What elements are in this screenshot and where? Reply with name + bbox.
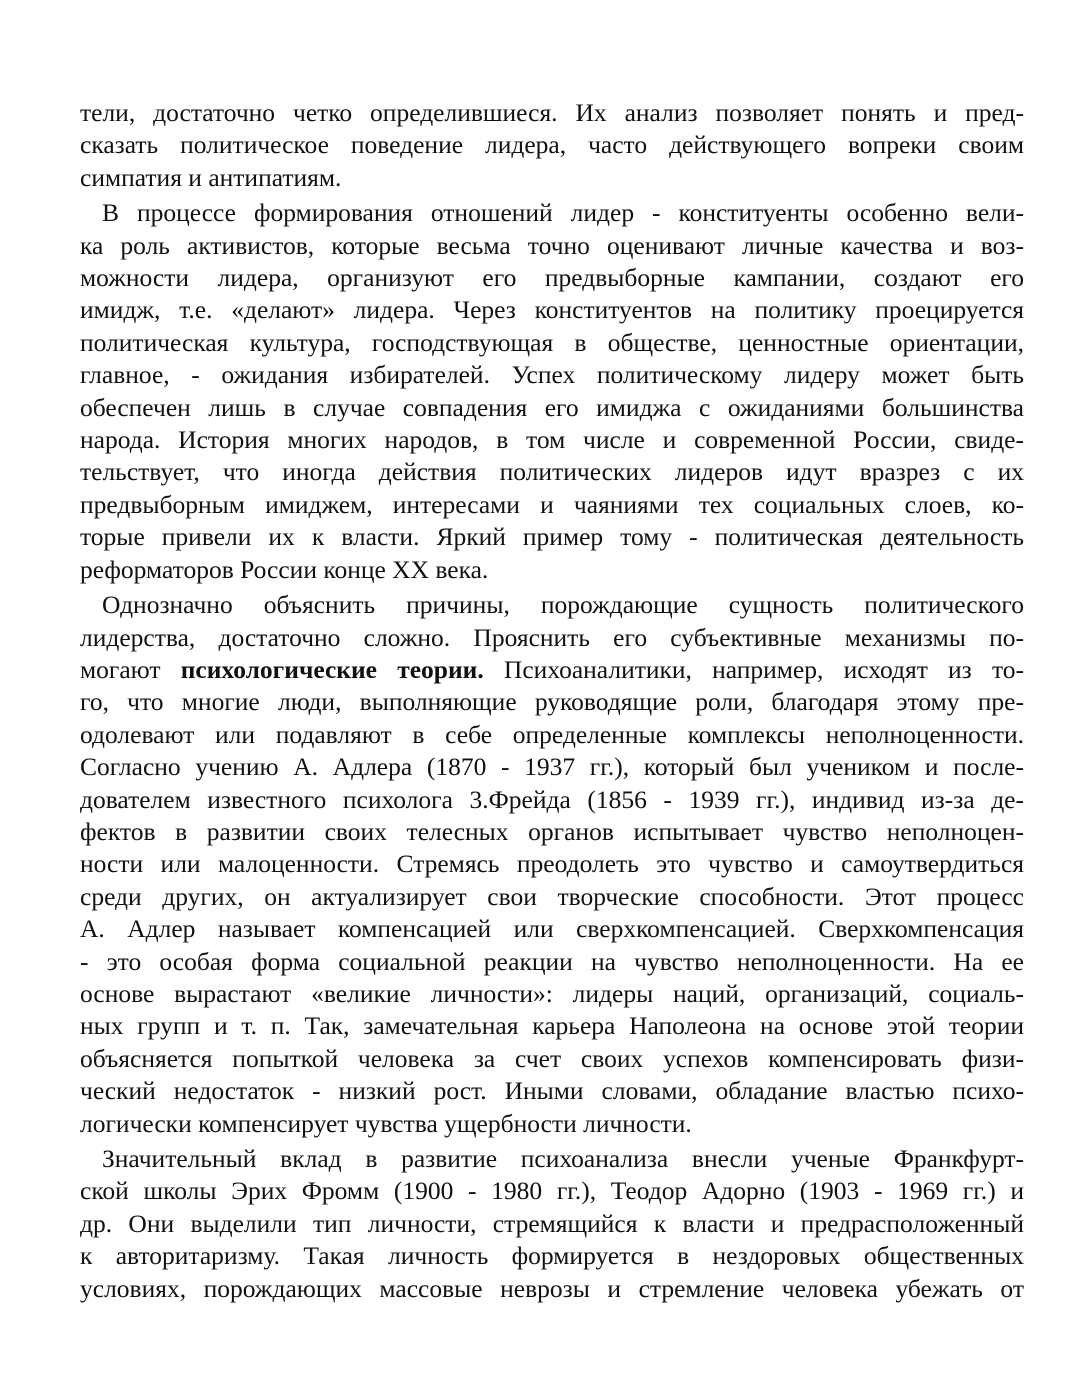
text-line: Однозначно объяснить причины, порождающие сущность политического xyxy=(102,590,1024,620)
text-line: к авторитаризму. Такая личность формируется в нездоровых общественных xyxy=(80,1241,1024,1271)
text-line: логически компенсирует чувства ущербности личности. xyxy=(80,1108,692,1138)
text-line: имидж, т.е. «делают» лидера. Через конституентов на политику проецируется xyxy=(80,295,1024,325)
text-line: могают психологические теории. Психоаналитики, например, исходят из то- xyxy=(80,654,1025,684)
paragraph-4 xyxy=(80,1143,1024,1305)
text-line: среди других, он актуализирует свои творческие способности. Этот процесс xyxy=(80,881,1024,911)
text-line: В процессе формирования отношений лидер - конституенты особенно вели- xyxy=(102,198,1024,228)
text-line: обеспечен лишь в случае совпадения его имиджа с ожиданиями большинства xyxy=(80,392,1024,422)
text-line: А. Адлер называет компенсацией или сверхкомпенсацией. Сверхкомпенсация xyxy=(80,914,1024,944)
text-line: ской школы Эрих Фромм (1900 - 1980 гг.), Теодор Адорно (1903 - 1969 гг.) и xyxy=(80,1176,1024,1206)
paragraph-2 xyxy=(80,197,1024,586)
text-line: лидерства, достаточно сложно. Прояснить его субъективные механизмы по- xyxy=(80,622,1024,652)
text-line: сказать политическое поведение лидера, часто действующего вопреки своим xyxy=(80,130,1024,160)
paragraph-1 xyxy=(80,97,1024,194)
text-line: го, что многие люди, выполняющие руководящие роли, благодаря этому пре- xyxy=(80,687,1024,717)
text-line: ности или малоценности. Стремясь преодолеть это чувство и самоутвердиться xyxy=(80,849,1024,879)
text-line: реформаторов России конце XX века. xyxy=(80,554,489,584)
text-line: торые привели их к власти. Яркий пример тому - политическая деятельность xyxy=(80,522,1024,552)
text-line: Значительный вклад в развитие психоанализа внесли ученые Франкфурт- xyxy=(102,1144,1024,1173)
text-line: объясняется попыткой человека за счет своих успехов компенсировать физи- xyxy=(80,1043,1024,1073)
text-line: предвыборным имиджем, интересами и чаяниями тех социальных слоев, ко- xyxy=(80,489,1024,519)
bold-term: психологические теории. xyxy=(180,654,484,684)
paragraph-3 xyxy=(80,589,1024,1140)
text-line: главное, - ожидания избирателей. Успех политическому лидеру может быть xyxy=(80,360,1024,390)
text-line: народа. История многих народов, в том числе и современной России, свиде- xyxy=(80,425,1024,455)
text-line: ка роль активистов, которые весьма точно оценивают личные качества и воз- xyxy=(80,230,1024,260)
text-line: тели, достаточно четко определившиеся. Их анализ позволяет понять и пред- xyxy=(80,98,1024,127)
text-line: Согласно учению А. Адлера (1870 - 1937 гг.), который был учеником и после- xyxy=(80,752,1024,782)
text-line: - это особая форма социальной реакции на чувство неполноценности. На ее xyxy=(80,946,1024,976)
document-page xyxy=(80,97,1024,1305)
text-line: фектов в развитии своих телесных органов испытывает чувство неполноцен- xyxy=(80,816,1024,846)
text-line: симпатия и антипатиям. xyxy=(80,162,342,192)
text-line: ческий недостаток - низкий рост. Иными словами, обладание властью психо- xyxy=(80,1076,1024,1106)
text-line: др. Они выделили тип личности, стремящийся к власти и предрасположенный xyxy=(80,1208,1024,1238)
text-line: одолевают или подавляют в себе определенные комплексы неполноценности. xyxy=(80,719,1024,749)
text-line: ных групп и т. п. Так, замечательная карьера Наполеона на основе этой теории xyxy=(80,1011,1024,1041)
text-line: основе вырастают «великие личности»: лидеры наций, организаций, социаль- xyxy=(80,978,1024,1008)
text-line: тельствует, что иногда действия политических лидеров идут вразрез с их xyxy=(80,457,1024,487)
text-line: можности лидера, организуют его предвыборные кампании, создают его xyxy=(80,263,1024,293)
text-line: условиях, порождающих массовые неврозы и стремление человека убежать от xyxy=(80,1273,1024,1303)
text-line: политическая культура, господствующая в обществе, ценностные ориентации, xyxy=(80,327,1024,357)
text-line: дователем известного психолога 3.Фрейда (1856 - 1939 гг.), индивид из-за де- xyxy=(80,784,1024,814)
